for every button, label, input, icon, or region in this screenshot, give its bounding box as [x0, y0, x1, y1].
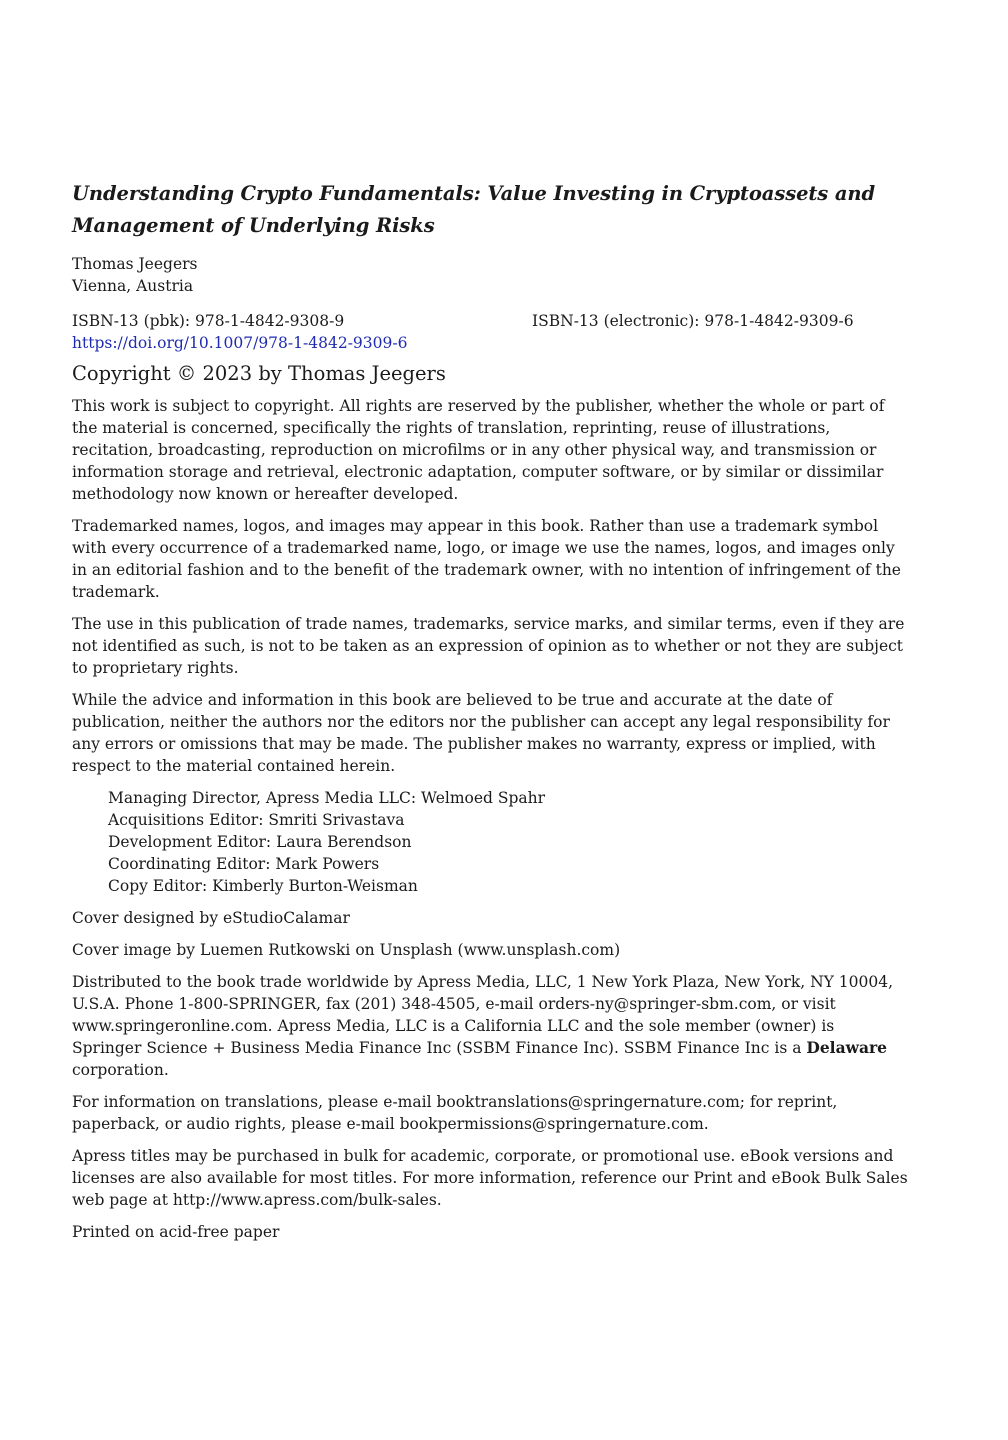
- trademark-paragraph: Trademarked names, logos, and images may appear in this book. Rather than use a trademark symbol with every occurrence of a trademarked name, logo, or image we use the names, logos, and images only in an editorial fashion and to the benefit of the trademark owner, with no intention of infringement of the trademark.: [72, 517, 901, 601]
- author-block: [72, 253, 908, 297]
- doi-link[interactable]: https://doi.org/10.1007/978-1-4842-9309-6: [72, 334, 408, 352]
- author-name: Thomas Jeegers: [72, 255, 198, 273]
- book-title-line-2: Management of Underlying Risks: [72, 214, 435, 237]
- cover-design-credit: Cover designed by eStudioCalamar: [72, 909, 350, 927]
- credits-list: [108, 787, 908, 897]
- bulk-sales-paragraph: Apress titles may be purchased in bulk for academic, corporate, or promotional use. eBook versions and licenses are also available for most titles. For more information, reference our Print and eBook Bulk Sales web page at http://www.apress.com/bulk-sales.: [72, 1147, 908, 1209]
- translations-paragraph: For information on translations, please e-mail booktranslations@springernature.com; for reprint, paperback, or audio rights, please e-mail bookpermissions@springernature.com.: [72, 1093, 838, 1133]
- cover-image-credit: Cover image by Luemen Rutkowski on Unsplash (www.unsplash.com): [72, 941, 621, 959]
- trade-names-paragraph: The use in this publication of trade names, trademarks, service marks, and similar terms, even if they are not identified as such, is not to be taken as an expression of opinion as to whether or not they are subject to proprietary rights.: [72, 615, 905, 677]
- book-title-line-1: Understanding Crypto Fundamentals: Value Investing in Cryptoassets and: [72, 182, 876, 205]
- isbn-print: ISBN-13 (pbk): 978-1-4842-9308-9: [72, 312, 345, 330]
- advice-paragraph: While the advice and information in this book are believed to be true and accurate at the date of publication, neither the authors nor the editors nor the publisher can accept any legal responsibility for any errors or omissions that may be made. The publisher makes no warranty, express or implied, with respect to the material contained herein.: [72, 691, 890, 775]
- distribution-paragraph: [72, 971, 908, 1081]
- isbn-electronic: ISBN-13 (electronic): 978-1-4842-9309-6: [532, 312, 854, 330]
- book-title: [72, 178, 908, 242]
- distribution-state: Delaware: [806, 1038, 888, 1057]
- distribution-text-end: corporation.: [72, 1061, 169, 1079]
- credit-acquisitions-editor: Acquisitions Editor: Smriti Srivastava: [108, 811, 405, 829]
- distribution-text: Distributed to the book trade worldwide by Apress Media, LLC, 1 New York Plaza, New York, NY 10004, U.S.A. Phone 1-800-SPRINGER, fax (201) 348-4505, e-mail orders-ny@springer-sbm.com, or visit www.springeronline.com. Apress Media, LLC is a California LLC and the sole member (owner) is Springer Science + Business Media Finance Inc (SSBM Finance Inc). SSBM Finance Inc is a: [72, 973, 894, 1057]
- credit-copy-editor: Copy Editor: Kimberly Burton-Weisman: [108, 877, 418, 895]
- author-location: Vienna, Austria: [72, 277, 194, 295]
- credit-development-editor: Development Editor: Laura Berendson: [108, 833, 412, 851]
- rights-paragraph: This work is subject to copyright. All rights are reserved by the publisher, whether the whole or part of the material is concerned, specifically the rights of translation, reprinting, reuse of illustrations, recitation, broadcasting, reproduction on microfilms or in any other physical way, and transmission or information storage and retrieval, electronic adaptation, computer software, or by similar or dissimilar methodology now known or hereafter developed.: [72, 397, 885, 503]
- isbn-block: [72, 310, 908, 354]
- credit-managing-director: Managing Director, Apress Media LLC: Welmoed Spahr: [108, 789, 546, 807]
- credit-coordinating-editor: Coordinating Editor: Mark Powers: [108, 855, 380, 873]
- copyright-line: Copyright © 2023 by Thomas Jeegers: [72, 362, 446, 385]
- page-content: [72, 178, 908, 1243]
- printed-note: Printed on acid-free paper: [72, 1223, 280, 1241]
